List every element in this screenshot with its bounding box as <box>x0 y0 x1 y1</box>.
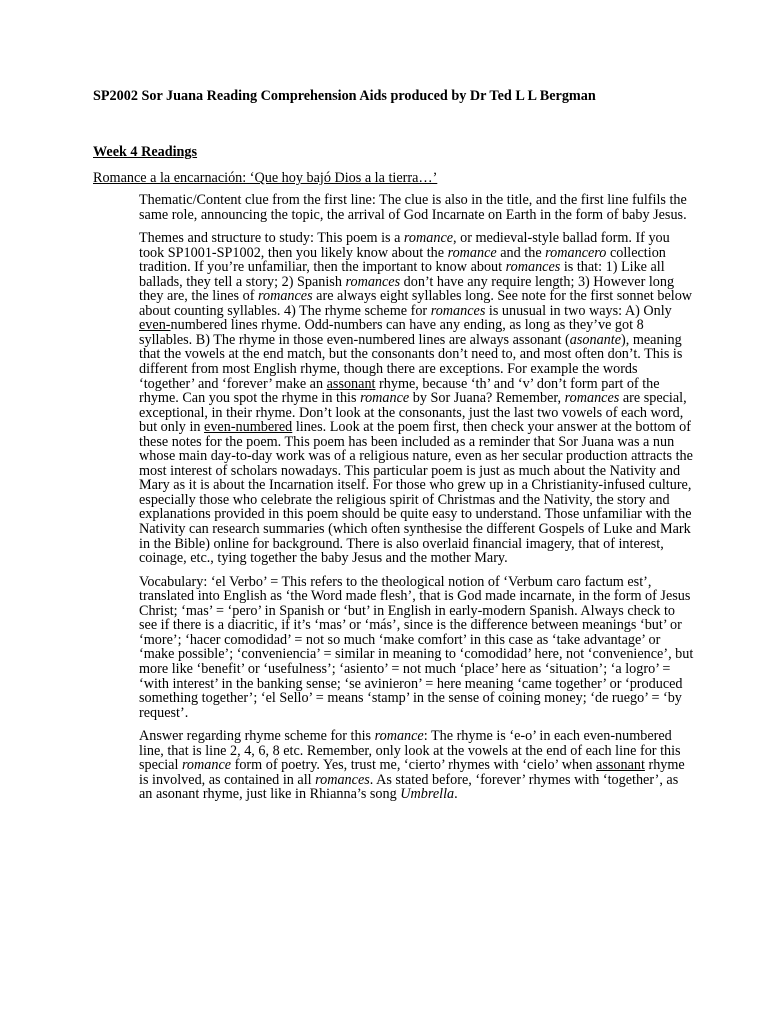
underlined-term: even-numbered <box>204 419 293 436</box>
answer-paragraph <box>139 729 695 802</box>
italic-term: romance <box>181 757 232 774</box>
italic-term: romances <box>315 771 370 788</box>
italic-term: romances <box>430 302 486 319</box>
underlined-term: assonant <box>326 375 376 392</box>
text-run: collection tradition. If you’re unfamiliar, then the important to know about <box>139 244 666 276</box>
text-run: form of poetry. Yes, trust me, ‘cierto’ rhymes with ‘cielo’ when <box>231 757 597 774</box>
text-run: rhyme, because ‘th’ and ‘v’ don’t form part of the rhyme. Can you spot the rhyme in this <box>139 375 660 407</box>
text-run: are special, exceptional, in their rhyme. Don’t look at the consonants, just the last two vowels of each word, but only in <box>139 390 687 436</box>
notes-body <box>139 193 695 811</box>
text-run: . As stated before, ‘forever’ rhymes with ‘together’, as an asonant rhyme, just like in Rhianna’s song <box>139 771 679 803</box>
italic-term: romances <box>505 259 561 276</box>
italic-term: romances <box>345 273 401 290</box>
text-run: are always eight syllables long. See note for the first sonnet below about counting syllables. 4) The rhyme scheme for <box>139 288 693 319</box>
text-run: is that: 1) Like all ballads, they tell a story; 2) Spanish <box>139 259 665 290</box>
document-title: SP2002 Sor Juana Reading Comprehension Aids produced by Dr Ted L L Bergman <box>93 88 596 104</box>
text-run: Themes and structure to study: This poem is a <box>139 230 404 247</box>
text-run: lines. Look at the poem first, then check your answer at the bottom of these notes for the poem. This poem has been included as a reminder that Sor Juana was a nun whose main day-to-day work was of a religious nature, even as her secular production attracts the most interest of scholars nowadays. This particular poem is just as much about the Nativity and Mary as it is about the Incarnation itself. For those who grew up in a Christianity-infused culture, especially those who celebrate the religious spirit of Christmas and the Nativity, the story and explanations provided in this poem should be quite easy to understand. Those unfamiliar with the Nativity can research summaries (which often synthesise the different Gospels of Luke and Mark in the Bible) online for background. There is also overlaid financial imagery, that of interest, coinage, etc., tying together the baby Jesus and the mother Mary. <box>139 419 693 567</box>
italic-term: romance <box>447 244 497 261</box>
thematic-paragraph: Thematic/Content clue from the first line: The clue is also in the title, and the first line fulfils the same role, announcing the topic, the arrival of God Incarnate on Earth in the form of baby Jesus. <box>139 192 687 223</box>
underlined-term: assonant <box>596 757 645 774</box>
text-run: and the <box>496 244 546 261</box>
text-run: is unusual in two ways: A) Only <box>485 302 672 319</box>
vocabulary-paragraph: Vocabulary: ‘el Verbo’ = This refers to the theological notion of ‘Verbum caro factum est’, translated into English as ‘the Word made flesh’, that is God made incarnate, in the form of Jesus Christ; ‘mas’ = ‘pero’ in Spanish or ‘but’ in English in early-modern Spanish. Always check to see if there is a diacritic, if it’s ‘mas’ or ‘más’, since is the difference between meanings ‘but’ or ‘more’; ‘hacer comodidad’ = not so much ‘make comfort’ in this case as ‘take advantage’ or ‘make possible’; ‘conveniencia’ = similar in meaning to ‘comodidad’ here, not ‘convenience’, but more like ‘benefit’ or ‘usefulness’; ‘asiento’ = not much ‘place’ here as ‘situation’; ‘a logro’ = ‘with interest’ in the banking sense; ‘se avinieron’ = here meaning ‘came together’ or ‘produced something together’; ‘el Sello’ = means ‘stamp’ in the sense of coining money; ‘de ruego’ = ‘by request’. <box>139 573 694 721</box>
text-run: . <box>454 786 458 803</box>
text-run: : The rhyme is ‘e-o’ in each even-numbered line, that is line 2, 4, 6, 8 etc. Remember, only look at the vowels at the end of each line for this special <box>139 728 681 774</box>
underlined-term: even- <box>139 317 171 334</box>
italic-term: romance <box>403 230 454 247</box>
poem-title: Romance a la encarnación: ‘Que hoy bajó Dios a la tierra…’ <box>93 170 438 186</box>
italic-term: romance <box>374 728 424 745</box>
themes-paragraph <box>139 231 695 566</box>
italic-term: romances <box>564 390 620 407</box>
text-run: by Sor Juana? Remember, <box>409 390 565 407</box>
italic-term: romances <box>257 288 313 305</box>
text-run: don’t have any require length; 3) However long they are, the lines of <box>139 273 675 305</box>
text-run: ), meaning that the vowels at the end match, but the consonants don’t need to, and most often don’t. This is different from most English rhyme, though there are exceptions. For example the words ‘together’ and ‘forever’ make an <box>139 331 683 392</box>
text-run: numbered lines rhyme. Odd-numbers can have any ending, as long as they’ve got 8 syllables. B) The rhyme in those even-numbered lines are always assonant ( <box>139 317 644 348</box>
text-run: Answer regarding rhyme scheme for this <box>139 728 375 745</box>
section-heading: Week 4 Readings <box>93 144 198 160</box>
italic-term: asonante <box>569 331 621 348</box>
text-run: , or medieval-style ballad form. If you took SP1001-SP1002, then you likely know about the <box>139 230 670 261</box>
italic-term: romancero <box>545 244 607 261</box>
text-run: rhyme is involved, as contained in all <box>139 757 685 788</box>
italic-term: romance <box>360 390 410 407</box>
italic-term: Umbrella <box>400 786 455 803</box>
